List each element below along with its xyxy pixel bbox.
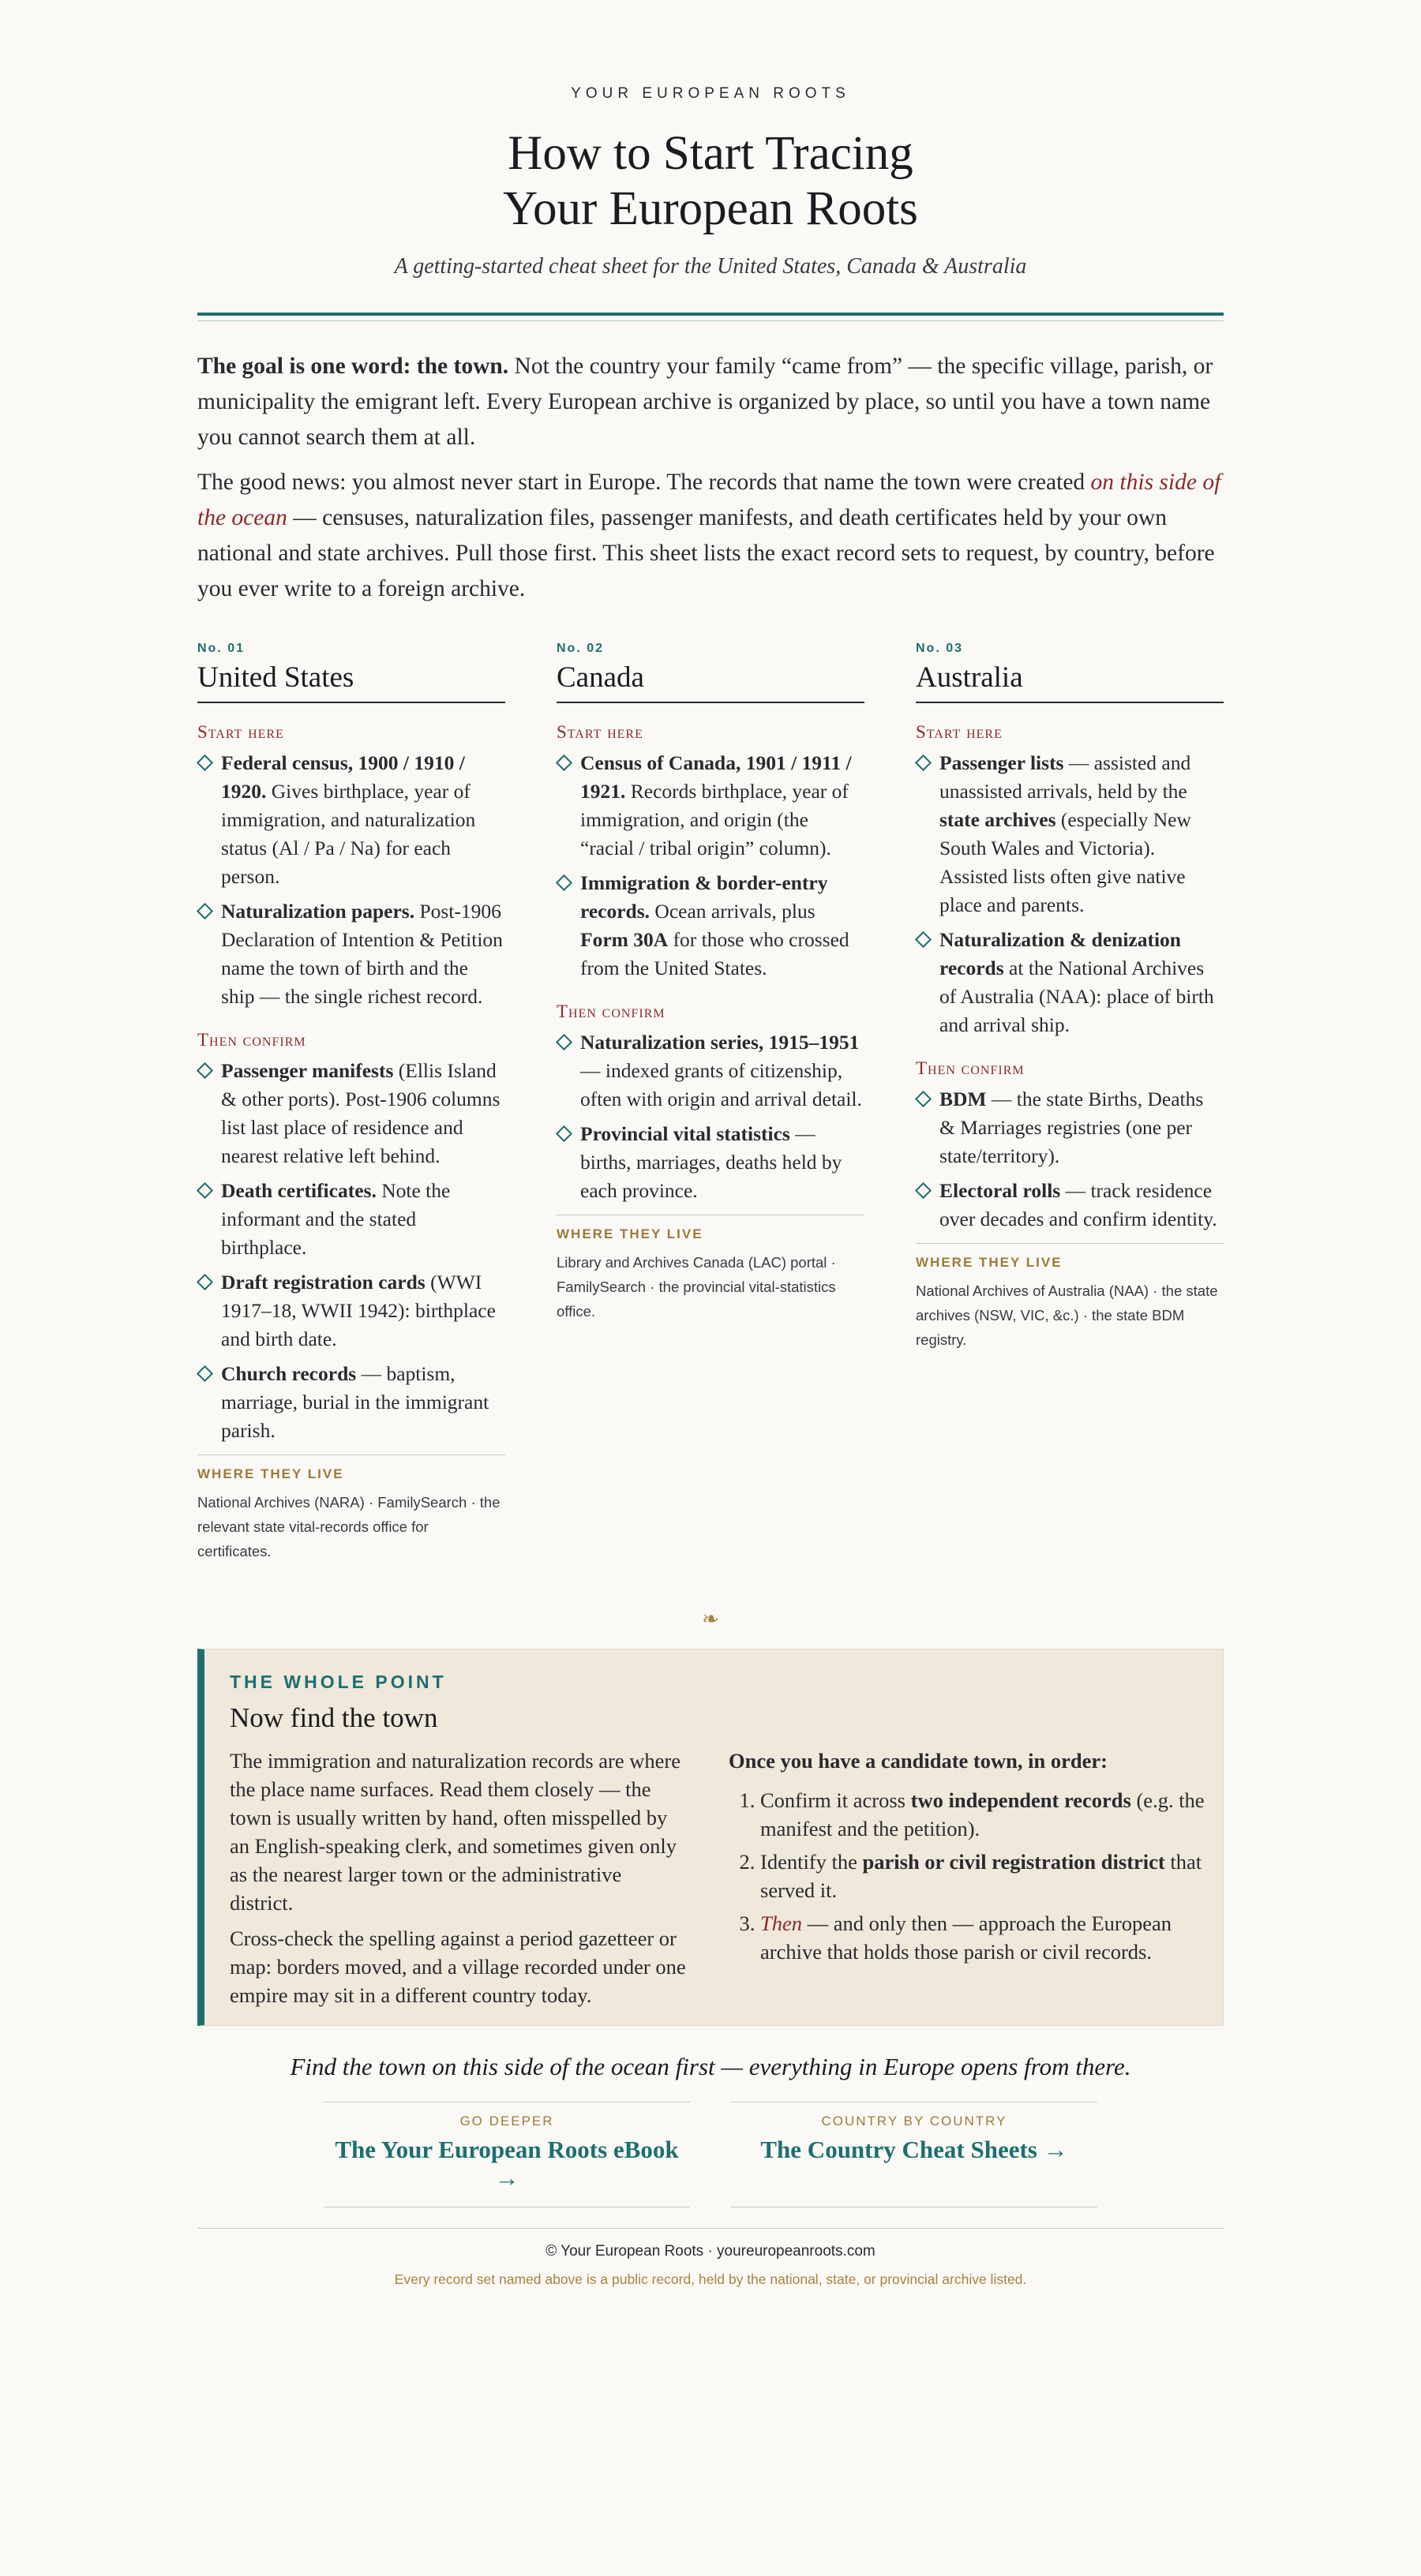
footer-copyright: © Your European Roots · youreuropeanroots.com	[546, 2243, 875, 2260]
item-text: (WWI 1917–18, WWII 1942): birthplace and birth date.	[221, 1271, 496, 1350]
item-label: BDM	[939, 1088, 987, 1110]
list-item	[197, 1177, 505, 1262]
item-label: Draft registration cards	[221, 1271, 426, 1294]
intro	[197, 349, 1224, 607]
item-label: Death certificates.	[221, 1179, 377, 1202]
cheat-sheet-page	[197, 85, 1224, 2288]
item-label-inline: Form 30A	[580, 928, 669, 951]
where-they-live	[916, 1243, 1224, 1352]
item-text: — births, marriages, deaths held by each province.	[580, 1122, 842, 1202]
intro-goal: The goal is one word: the town.	[197, 354, 509, 379]
item-text: — assisted and unassisted arrivals, held by the	[939, 751, 1191, 803]
steps-list	[729, 1786, 1210, 1966]
callout-eyebrow: THE WHOLE POINT	[230, 1672, 447, 1692]
confirm-list	[197, 1057, 505, 1445]
item-label: Electoral rolls	[939, 1179, 1061, 1202]
intro-paragraph-2	[197, 465, 1224, 607]
where-they-live-heading: WHERE THEY LIVE	[197, 1466, 344, 1481]
column-number: No. 03	[916, 642, 964, 655]
section-then-confirm: Then confirm	[197, 1030, 306, 1050]
intro-p1-text: Not the country your family “came from” — the specific village, parish, or municipality the emigrant left. Every European archive is organized by place, so until you have a town name you cannot search them at all.	[197, 354, 1213, 450]
item-text: Records birthplace, year of immigration, and origin (the “racial / tribal origin” column).	[580, 780, 849, 859]
column-title: United States	[197, 661, 505, 703]
title-line-1: How to Start Tracing	[508, 127, 913, 180]
column-title: Australia	[916, 661, 1224, 703]
item-label: Provincial vital statistics	[580, 1122, 790, 1145]
step-text: Confirm it across	[760, 1788, 911, 1812]
list-item	[916, 926, 1224, 1039]
diamond-bullet-icon	[197, 1274, 213, 1290]
diamond-bullet-icon	[556, 754, 572, 771]
page-subtitle: A getting-started cheat sheet for the United States, Canada & Australia	[394, 254, 1027, 279]
diamond-bullet-icon	[556, 1125, 572, 1142]
list-item	[916, 1085, 1224, 1170]
footer	[197, 2228, 1224, 2288]
column-number: No. 02	[557, 642, 605, 655]
step-bold: parish or civil registration district	[862, 1850, 1165, 1874]
item-text: Gives birthplace, year of immigration, and naturalization status (Al / Pa / Na) for each person.	[221, 780, 476, 888]
start-list	[916, 749, 1224, 1039]
step-text: (e.g. the manifest and the petition).	[760, 1788, 1205, 1840]
site-eyebrow: YOUR EUROPEAN ROOTS	[571, 85, 850, 102]
step-text: that served it.	[760, 1850, 1202, 1902]
step-item	[760, 1786, 1210, 1843]
item-label: Passenger manifests	[221, 1059, 394, 1082]
section-then-confirm: Then confirm	[916, 1058, 1025, 1078]
where-they-live-heading: WHERE THEY LIVE	[557, 1226, 703, 1241]
diamond-bullet-icon	[197, 754, 213, 771]
item-text: — the state Births, Deaths & Marriages registries (one per state/territory).	[939, 1088, 1204, 1167]
column-number: No. 01	[197, 642, 246, 655]
diamond-bullet-icon	[556, 874, 572, 891]
step-item	[760, 1848, 1210, 1904]
callout-right	[729, 1747, 1210, 2016]
footer-note: Every record set named above is a public record, held by the national, state, or provincial archive listed.	[394, 2271, 1027, 2287]
intro-p2-end: — censuses, naturalization files, passenger manifests, and death certificates held by your own national and state archives. Pull those first. This sheet lists the exact record sets to request, by country, before you ever write to a foreign archive.	[197, 505, 1215, 601]
column-canada	[557, 642, 864, 1563]
diamond-bullet-icon	[915, 1182, 932, 1199]
item-text: Ocean arrivals, plus	[650, 900, 815, 923]
section-then-confirm: Then confirm	[557, 1002, 666, 1021]
step-text: Identify the	[760, 1850, 863, 1874]
item-text: Post-1906 Declaration of Intention & Petition name the town of birth and the ship — the single richest record.	[221, 900, 503, 1008]
item-label: Naturalization series, 1915–1951	[580, 1031, 860, 1054]
start-list	[197, 749, 505, 1011]
item-text: (Ellis Island & other ports). Post-1906 columns list last place of residence and nearest relative left behind.	[221, 1059, 501, 1167]
confirm-list	[916, 1085, 1224, 1234]
item-text: — track residence over decades and confirm identity.	[939, 1179, 1217, 1230]
header-divider	[197, 313, 1224, 319]
country-columns	[197, 642, 1224, 1563]
where-they-live-text: Library and Archives Canada (LAC) portal · FamilySearch · the provincial vital-statistics office.	[557, 1254, 836, 1320]
where-they-live-heading: WHERE THEY LIVE	[916, 1255, 1063, 1270]
list-item	[916, 1177, 1224, 1234]
item-label: Immigration & border-entry records.	[580, 871, 828, 923]
diamond-bullet-icon	[197, 1062, 213, 1079]
list-item	[916, 749, 1224, 919]
where-they-live-text: National Archives of Australia (NAA) · the state archives (NSW, VIC, &c.) · the state BDM registry.	[916, 1282, 1218, 1348]
card-country-by-country	[731, 2102, 1097, 2207]
item-label: Census of Canada, 1901 / 1911 / 1921.	[580, 751, 852, 803]
where-they-live	[557, 1215, 864, 1324]
column-australia	[916, 642, 1224, 1563]
card-eyebrow: GO DEEPER	[459, 2114, 554, 2129]
callout-paragraph-1: The immigration and naturalization records are where the place name surfaces. Read them closely — the town is usually written by hand, often misspelled by an English-speaking clerk, and sometimes given only as the nearest larger town or the administrative district.	[230, 1749, 681, 1915]
closing-line: Find the town on this side of the ocean first — everything in Europe opens from there.	[290, 2053, 1131, 2080]
link-cards	[197, 2102, 1224, 2207]
diamond-bullet-icon	[197, 1365, 213, 1382]
step-text: — and only then — approach the European archive that holds those parish or civil records.	[760, 1911, 1172, 1964]
list-item	[557, 1120, 864, 1205]
section-start-here: Start here	[197, 722, 284, 742]
step-item	[760, 1909, 1210, 1966]
list-item	[197, 1360, 505, 1445]
item-text: (especially New South Wales and Victoria). Assisted lists often give native place and parents.	[939, 808, 1191, 916]
diamond-bullet-icon	[915, 1091, 932, 1107]
start-list	[557, 749, 864, 983]
column-united-states	[197, 642, 505, 1563]
card-go-deeper	[324, 2102, 690, 2207]
step-emphasis: Then	[760, 1911, 802, 1935]
item-text: for those who crossed from the United States.	[580, 928, 849, 979]
item-text: Note the informant and the stated birthplace.	[221, 1179, 451, 1259]
country-cheat-sheets-link[interactable]: The Country Cheat Sheets →	[760, 2136, 1068, 2163]
list-item	[197, 897, 505, 1011]
list-item	[557, 1028, 864, 1114]
callout-body	[230, 1747, 1205, 2016]
intro-p2-start: The good news: you almost never start in Europe. The records that name the town were created	[197, 470, 1091, 495]
steps-lead: Once you have a candidate town, in order:	[729, 1749, 1108, 1773]
diamond-bullet-icon	[197, 1182, 213, 1199]
item-label-inline: state archives	[939, 808, 1056, 831]
list-item	[197, 1057, 505, 1170]
page-title	[197, 126, 1224, 237]
diamond-bullet-icon	[915, 931, 932, 948]
intro-paragraph-1	[197, 349, 1224, 455]
item-label: Naturalization papers.	[221, 900, 415, 923]
list-item	[197, 749, 505, 891]
diamond-bullet-icon	[915, 754, 932, 771]
card-eyebrow: COUNTRY BY COUNTRY	[821, 2114, 1007, 2129]
item-label: Federal census, 1900 / 1910 / 1920.	[221, 751, 465, 803]
fleuron-icon: ❧	[702, 1608, 719, 1631]
callout-left	[230, 1747, 688, 2016]
ebook-link[interactable]: The Your European Roots eBook →	[335, 2136, 679, 2192]
section-start-here: Start here	[557, 722, 643, 742]
item-text: at the National Archives of Australia (NAA): place of birth and arrival ship.	[939, 957, 1214, 1036]
list-item	[197, 1268, 505, 1354]
item-text: — baptism, marriage, burial in the immigrant parish.	[221, 1362, 489, 1442]
diamond-bullet-icon	[556, 1034, 572, 1050]
section-start-here: Start here	[916, 722, 1003, 742]
list-item	[557, 749, 864, 863]
title-line-2: Your European Roots	[503, 182, 918, 235]
diamond-bullet-icon	[197, 903, 213, 919]
callout-title: Now find the town	[230, 1702, 438, 1733]
list-item	[557, 869, 864, 983]
column-title: Canada	[557, 661, 864, 703]
item-text: — indexed grants of citizenship, often with origin and arrival detail.	[580, 1059, 862, 1110]
confirm-list	[557, 1028, 864, 1205]
where-they-live-text: National Archives (NARA) · FamilySearch · the relevant state vital-records office for certificates.	[197, 1494, 501, 1559]
item-label: Naturalization & denization records	[939, 928, 1181, 979]
item-label: Church records	[221, 1362, 357, 1385]
item-label: Passenger lists	[939, 751, 1064, 774]
callout-paragraph-2: Cross-check the spelling against a period gazetteer or map: borders moved, and a village recorded under one empire may sit in a different country today.	[230, 1926, 686, 2007]
step-bold: two independent records	[910, 1788, 1131, 1812]
intro-highlight: on this side of the ocean	[197, 470, 1221, 530]
where-they-live	[197, 1455, 505, 1563]
whole-point-callout	[197, 1649, 1224, 2026]
